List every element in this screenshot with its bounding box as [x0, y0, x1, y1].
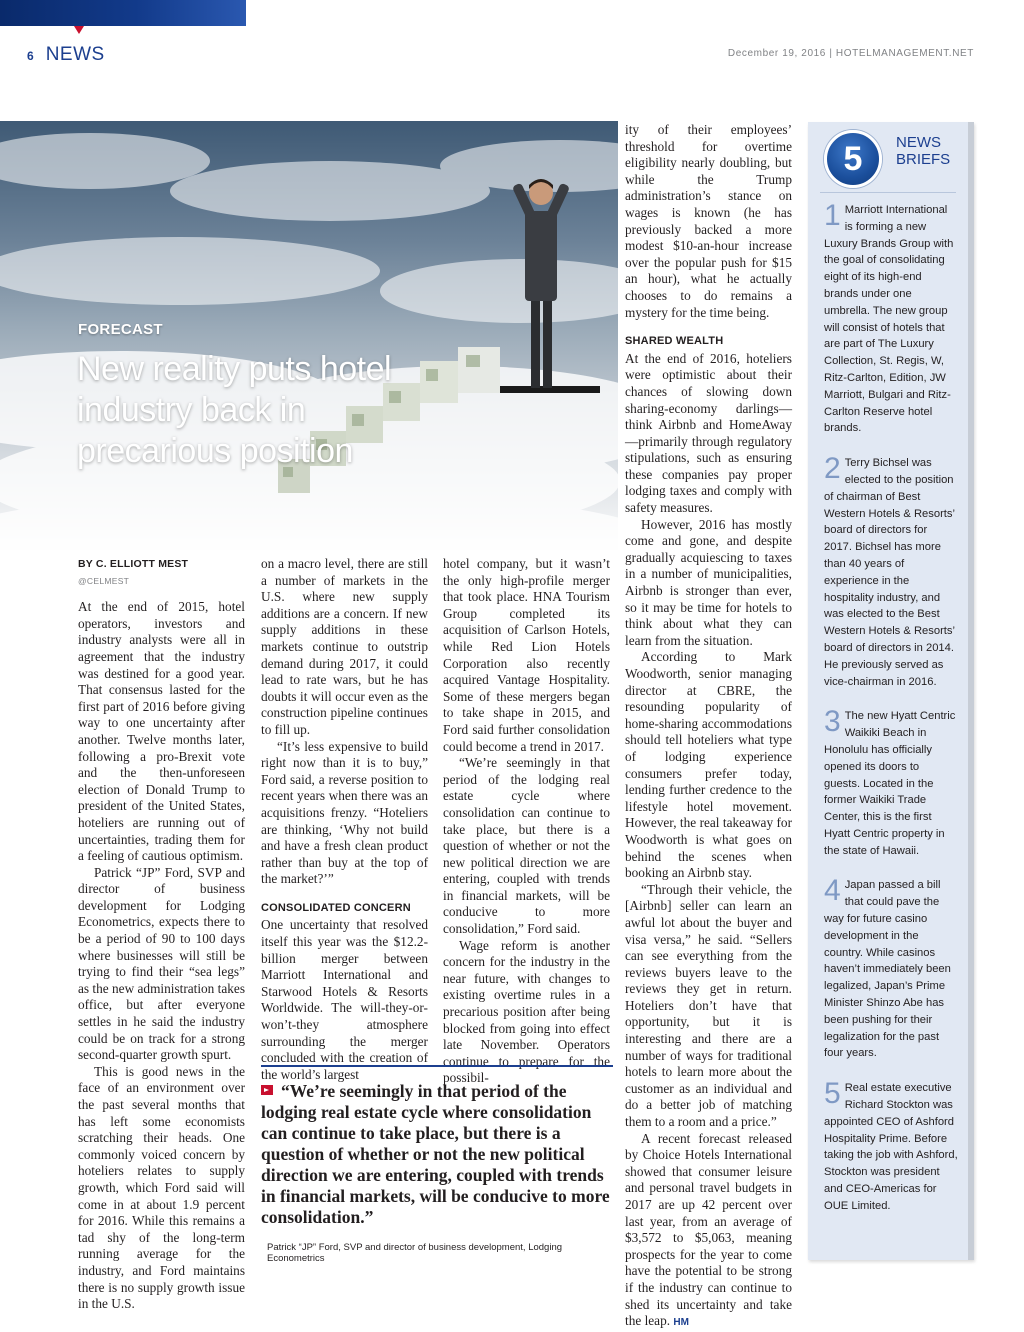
sidebar-header — [808, 122, 968, 196]
pull-quote-attribution: Patrick “JP” Ford, SVP and director of business development, Lodging Econometrics — [267, 1242, 563, 1264]
paragraph: “It’s less expensive to build right now than it is to buy,” Ford said, a reverse position to recent years when there was an acquisitions frenzy. “Hoteliers are thinking, ‘Why not build and have a fresh clean product rather than buy at the top of the market?’” — [261, 738, 428, 887]
sidebar-title-line-2: BRIEFS — [896, 151, 951, 168]
dateline: December 19, 2016 | HOTELMANAGEMENT.NET — [727, 48, 974, 59]
page-folio — [27, 44, 105, 64]
paragraph: However, 2016 has mostly come and gone, and despite gradually acquiescing to taxes in a number of municipalities, Airbnb is stronger than ever, so it may be time for hotels to think about what they can learn from the situation. — [625, 516, 792, 648]
brief-item — [824, 705, 958, 859]
author-handle: @CELMEST — [78, 575, 130, 586]
sidebar-title-line-1: NEWS — [896, 134, 941, 151]
brief-text: Marriott International is forming a new Luxury Brands Group with the goal of consolidating eight of its high-end brands under one umbrella. The new group will consist of hotels that are part of The Luxury Collection, St. Regis, W, Ritz-Carlton, Edition, JW Marriott, Bulgari and Ritz-Carlton Reserve hotel brands. — [824, 204, 954, 435]
number-badge — [824, 130, 882, 188]
page-number: 6 — [27, 49, 34, 63]
brief-item — [824, 452, 958, 690]
top-color-bar — [0, 0, 246, 26]
badge-number: 5 — [843, 139, 863, 178]
paragraph: hotel company, but it wasn’t the only high-profile merger that took place. HNA Tourism Group completed its acquisition of Carlson Hotels, while Red Lion Hotels Corporation also recently acquired Vantage Hospitality. Some of these mergers began to take shape in 2015, and Ford said further consolidation could become a trend in 2017. — [443, 556, 610, 754]
article-column-4 — [625, 122, 792, 1332]
pull-quote-text — [261, 1081, 613, 1228]
paragraph: At the end of 2016, hoteliers were optimistic about their chances of slowing down sharing-economy darlings—think Airbnb and HomeAway—primarily through regulatory stipulations, such as ensuring these companies pay proper lodging taxes and comply with safety measures. — [625, 350, 792, 516]
section-label: NEWS — [45, 44, 105, 65]
subhead-consolidated-concern: CONSOLIDATED CONCERN — [261, 901, 411, 914]
brief-text: Real estate executive Richard Stockton was appointed CEO of Ashford Hospitality Prime. Before taking the job with Ashford, Stockton was president and CEO-Americas for OUE Limited. — [824, 1082, 958, 1212]
paragraph: Patrick “JP” Ford, SVP and director of business development for Lodging Econometrics, expects there to be a period of 90 to 100 days where businesses will still be trying to find their “sea legs” as the new administration takes office, but after everyone settles in he said the industry could be on track for a strong second-quarter growth spurt. — [78, 864, 245, 1063]
paragraph-text: A recent forecast released by Choice Hotels International showed that consumer leisure and personal travel budgets in 2017 are up 42 percent over last year, from an average of $3,572 to $5,063, meaning prospects for the year to come have the potential to be strong if the industry can continue to shed its uncertainty and take the leap. — [625, 1130, 792, 1329]
article-kicker: FORECAST — [78, 321, 163, 338]
top-marker-triangle — [74, 26, 84, 34]
sidebar-divider — [820, 192, 956, 193]
brief-number: 3 — [824, 705, 841, 739]
brief-item — [824, 1077, 958, 1214]
article-headline: New reality puts hotel industry back in precarious position — [77, 350, 392, 470]
pull-quote-body: “We’re seemingly in that period of the lodging real estate cycle where consolidation can continue to take place, but there is a question of whether or not the new political direction we are entering, coupled with trends in financial markets, will be conducive to more consolidation.” — [261, 1081, 610, 1227]
paragraph: “Through their vehicle, the [Airbnb] seller can learn an awful lot about the buyer and visa versa,” he said. “Sellers can see everything from the reviews buyers leave to the reviews they get in return. Hoteliers don’t have that opportunity, but it is interesting and there are a number of ways for traditional hotels to learn more about the customer as an individual and do a better job of matching them to a room and a price.” — [625, 881, 792, 1130]
brief-number: 5 — [824, 1077, 841, 1111]
byline: BY C. ELLIOTT MEST — [78, 558, 189, 570]
paragraph: At the end of 2015, hotel operators, investors and industry analysts were all in agreement that the industry was destined for a good year. That consensus lasted for the first part of 2016 before giving way to one uncertainty after another. Twelve months later, following a pro-Brexit vote and the then-unforeseen election of Donald Trump to president of the United States, hoteliers are running out of uncertainties, trading them for a feeling of cautious optimism. — [78, 599, 245, 864]
article-column-1 — [78, 556, 245, 1313]
paragraph: “We’re seemingly in that period of the lodging real estate cycle where consolidation can continue to take place, but there is a question of whether or not the new political direction we are entering, coupled with trends in financial markets, will be conducive to more consolidation,” Ford said. — [443, 755, 610, 937]
brief-item — [824, 199, 958, 437]
brief-text: Japan passed a bill that could pave the way for future casino development in the country. While casinos haven’t immediately been legalized, Japan’s Prime Minister Shinzo Abe has been pushing for their legalization for the past four years. — [824, 879, 951, 1060]
brief-number: 4 — [824, 874, 841, 908]
paragraph — [625, 1131, 792, 1332]
arrow-icon — [261, 1085, 273, 1095]
paragraph: ity of their employees’ threshold for overtime eligibility nearly doubling, but while the Trump administration’s stance on wages is known (he has previously backed a more modest $10-an-hour increase over the popular push for $15 an hour), what he actually chooses to do remains a mystery for the time being. — [625, 122, 792, 320]
subhead-shared-wealth: SHARED WEALTH — [625, 335, 724, 348]
news-briefs-sidebar — [808, 122, 974, 1260]
article-column-3 — [443, 556, 610, 1087]
hero-image — [0, 121, 618, 551]
pull-quote — [261, 1065, 613, 1264]
sidebar-title — [896, 134, 950, 168]
paragraph: on a macro level, there are still a number of markets in the U.S. where new supply additions are a concern. If new supply additions in these markets continue to outstrip demand during 2017, it could lead to rate wars, but he has doubts it will occur even as the construction pipeline continues to fill up. — [261, 556, 428, 737]
brief-number: 1 — [824, 199, 841, 232]
brief-text: Terry Bichsel was elected to the position of chairman of Best Western Hotels & Resorts’ board of directors for 2017. Bichsel has more than 40 years of experience in the hospitality industry, and was elected to the Best Western Hotels & Resorts’ board of directors in 2014. He previously served as vice-chairman in 2016. — [824, 457, 955, 688]
paragraph: This is good news in the face of an environment over the past several months that has left some economists scratching their heads. One commonly voiced concern by hoteliers relates to supply growth, which Ford said will come in at about 1.9 percent for 2016. While this remains a tad shy of the long-term running average for the industry, and Ford maintains there is no supply growth issue in the U.S. — [78, 1063, 245, 1312]
brief-number: 2 — [824, 452, 841, 486]
paragraph: Wage reform is another concern for the industry in the near future, with changes to existing overtime rules in a precarious position after being blocked from going into effect late November. Operators continue to prepare for the possibil- — [443, 937, 610, 1086]
paragraph: According to Mark Woodworth, senior managing director at CBRE, the resounding popularity of home-sharing accommodations should tell hoteliers what type of lodging experience consumers prefer today, lending further credence to the lifestyle hotel movement. However, the real takeaway for Woodworth is what goes on behind the scenes when booking an Airbnb stay. — [625, 649, 792, 881]
paragraph: One uncertainty that resolved itself this year was the $12.2-billion merger between Marriott International and Starwood Hotels & Resorts Worldwide. The will-they-or-won’t-they atmosphere surrounding the merger concluded with the creation of the world’s largest — [261, 917, 428, 1082]
article-column-2 — [261, 556, 428, 1083]
brief-item — [824, 874, 958, 1062]
brief-text: The new Hyatt Centric Waikiki Beach in Honolulu has officially opened its doors to guests. Located in the former Waikiki Trade Center, this is the first Hyatt Centric property in the state of Hawaii. — [824, 710, 956, 857]
signoff-mark: HM — [673, 1317, 689, 1329]
